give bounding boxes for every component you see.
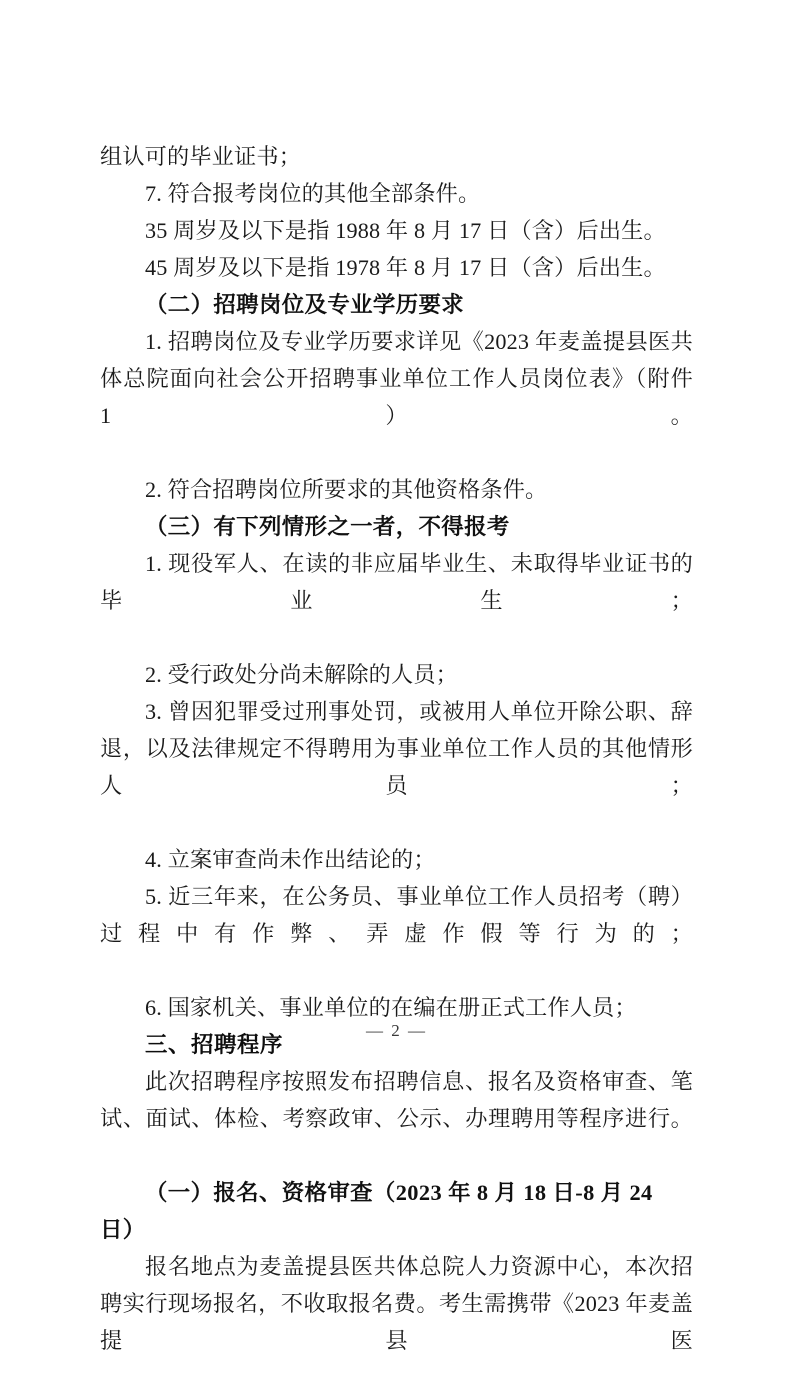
list-item-7-other-conditions: 7. 符合报考岗位的其他全部条件。 — [145, 181, 481, 206]
heading-section-two: （二）招聘岗位及专业学历要求 — [145, 292, 465, 317]
age-requirement-35: 35 周岁及以下是指 1988 年 8 月 17 日（含）后出生。 — [145, 218, 666, 243]
chapter-three-intro: 此次招聘程序按照发布招聘信息、报名及资格审查、笔试、面试、体检、考察政审、公示、办理聘用等程序进行。 — [100, 1069, 693, 1131]
section-two-item-2: 2. 符合招聘岗位所要求的其他资格条件。 — [145, 477, 548, 502]
section-three-item-4: 4. 立案审查尚未作出结论的； — [145, 847, 436, 872]
heading-chapter-three: 三、招聘程序 — [145, 1032, 283, 1057]
age-requirement-45: 45 周岁及以下是指 1978 年 8 月 17 日（含）后出生。 — [145, 255, 666, 280]
document-body — [100, 138, 693, 1396]
section-three-item-6: 6. 国家机关、事业单位的在编在册正式工作人员； — [145, 995, 637, 1020]
section-two-item-1: 1. 招聘岗位及专业学历要求详见《2023 年麦盖提县医共体总院面向社会公开招聘事业单位工作人员岗位表》（附件 1）。 — [100, 329, 693, 428]
page-number-footer: — 2 — — [366, 1021, 427, 1040]
paragraph-continuation: 组认可的毕业证书； — [100, 144, 302, 169]
section-three-item-2: 2. 受行政处分尚未解除的人员； — [145, 662, 459, 687]
heading-section-three: （三）有下列情形之一者，不得报考 — [145, 514, 510, 539]
section-three-item-3: 3. 曾因犯罪受过刑事处罚，或被用人单位开除公职、辞退，以及法律规定不得聘用为事业单位工作人员的其他情形人员； — [100, 699, 693, 798]
heading-chapter-three-section-one: （一）报名、资格审查（2023 年 8 月 18 日-8 月 24 日） — [100, 1180, 653, 1242]
section-three-item-5: 5. 近三年来，在公务员、事业单位工作人员招考（聘）过程中有作弊、弄虚作假等行为的； — [100, 884, 693, 946]
chapter-three-section-one-body: 报名地点为麦盖提县医共体总院人力资源中心，本次招聘实行现场报名，不收取报名费。考生需携带《2023 年麦盖提县医 — [100, 1254, 693, 1353]
section-three-item-1: 1. 现役军人、在读的非应届毕业生、未取得毕业证书的毕业生； — [100, 551, 693, 613]
